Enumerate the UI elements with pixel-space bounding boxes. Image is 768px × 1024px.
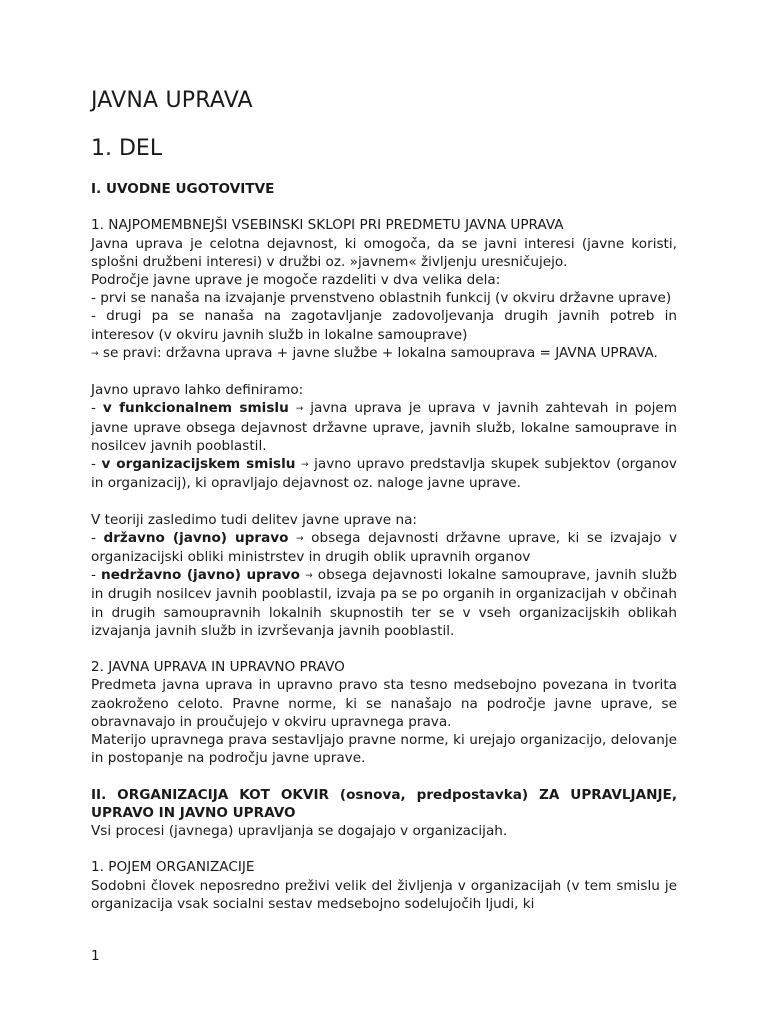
list-dash: - [91, 529, 104, 546]
division-text: obsega dejavnosti lokalne samouprave, javnih služb in drugih nosilcev javnih pooblastil, izvaja pa se po organih in organizacijah v občinah in drugih samoupravnih lokalnih skupnostih ter se v vseh organizacijskih oblikah izvajanja javnih služb in izvrševanja javnih pooblastil. [91, 567, 677, 639]
definition-term: v organizacijskem smislu [101, 456, 296, 473]
division-term: nedržavno (javno) upravo [101, 567, 300, 584]
spacer [91, 767, 677, 785]
arrow-icon: → [296, 533, 304, 544]
spacer [91, 840, 677, 858]
spacer [91, 198, 677, 216]
paragraph: Predmeta javna uprava in upravno pravo sta tesno medsebojno povezana in tvorita zaokroženo celoto. Pravne norme, ki se nanašajo na področje javne uprave, se obravnavajo in proučujejo v okviru upravnega prava. [91, 677, 677, 730]
division-term: državno (javno) upravo [103, 529, 289, 546]
arrow-icon: → [91, 348, 99, 359]
section-heading: I. UVODNE UGOTOVITVE [91, 181, 275, 197]
arrow-icon: → [295, 404, 304, 415]
list-item: - drugi pa se nanaša na zagotavljanje zadovoljevanja drugih javnih potreb in interesov (v okviru javnih služb in lokalne samouprave) [91, 308, 677, 343]
subsection-heading: 1. NAJPOMEMBNEJŠI VSEBINSKI SKLOPI PRI PREDMETU JAVNA UPRAVA [91, 217, 564, 234]
page-number: 1 [91, 948, 100, 964]
paragraph: Javna uprava je celotna dejavnost, ki omogoča, da se javni interesi (javne koristi, splošni družbeni interesi) v družbi oz. »javnem« življenju uresničujejo. [91, 235, 677, 270]
list-dash: - [91, 400, 103, 417]
spacer [91, 363, 677, 381]
paragraph: Področje javne uprave je mogoče razdeliti v dva velika dela: [91, 272, 501, 288]
division-item [91, 529, 677, 566]
definition-item [91, 455, 677, 492]
division-item [91, 566, 677, 640]
document-content [91, 87, 677, 913]
paragraph: Javno upravo lahko definiramo: [91, 382, 304, 399]
spacer [91, 492, 677, 510]
document-title: JAVNA UPRAVA [91, 88, 253, 113]
paragraph: V teoriji zasledimo tudi delitev javne uprave na: [91, 511, 417, 528]
definition-term: v funkcionalnem smislu [102, 400, 289, 417]
definition-item [91, 399, 677, 455]
arrow-icon: → [301, 460, 309, 471]
list-item: - prvi se nanaša na izvajanje prvenstveno oblastnih funkcij (v okviru državne uprave) [91, 290, 672, 307]
part-heading: 1. DEL [91, 136, 163, 161]
definition-text: javno upravo predstavlja skupek subjektov (organov in organizacij), ki opravljajo dejavnost oz. naloge javne uprave. [91, 456, 677, 492]
definition-text: javna uprava je uprava v javnih zahtevah in pojem javne uprave obsega dejavnost državne uprave, javnih služb, lokalne samouprave in nosilcev javnih pooblastil. [91, 400, 677, 454]
division-text: obsega dejavnosti državne uprave, ki se izvajajo v organizacijski obliki ministrstev in drugih oblik upravnih organov [91, 529, 677, 566]
spacer [91, 640, 677, 658]
paragraph-text: se pravi: državna uprava + javne službe + lokalna samouprava = JAVNA UPRAVA. [98, 344, 658, 361]
section-heading: II. ORGANIZACIJA KOT OKVIR (osnova, predpostavka) ZA UPRAVLJANJE, UPRAVO IN JAVNO UPRAVO [91, 786, 677, 821]
list-dash: - [91, 456, 102, 473]
subsection-heading: 2. JAVNA UPRAVA IN UPRAVNO PRAVO [91, 659, 345, 676]
paragraph [91, 344, 677, 363]
document-body [91, 180, 677, 913]
list-dash: - [91, 567, 102, 584]
paragraph: Materijo upravnega prava sestavljajo pravne norme, ki urejajo organizacijo, delovanje in postopanje na področju javne uprave. [91, 732, 677, 767]
paragraph: Sodobni človek neposredno preživi velik del življenja v organizacijah (v tem smislu je organizacija vsak socialni sestav medsebojno sodelujočih ljudi, ki [91, 877, 677, 912]
paragraph: Vsi procesi (javnega) upravljanja se dogajajo v organizacijah. [91, 823, 508, 840]
arrow-icon: → [305, 571, 313, 582]
subsection-heading: 1. POJEM ORGANIZACIJE [91, 859, 255, 876]
